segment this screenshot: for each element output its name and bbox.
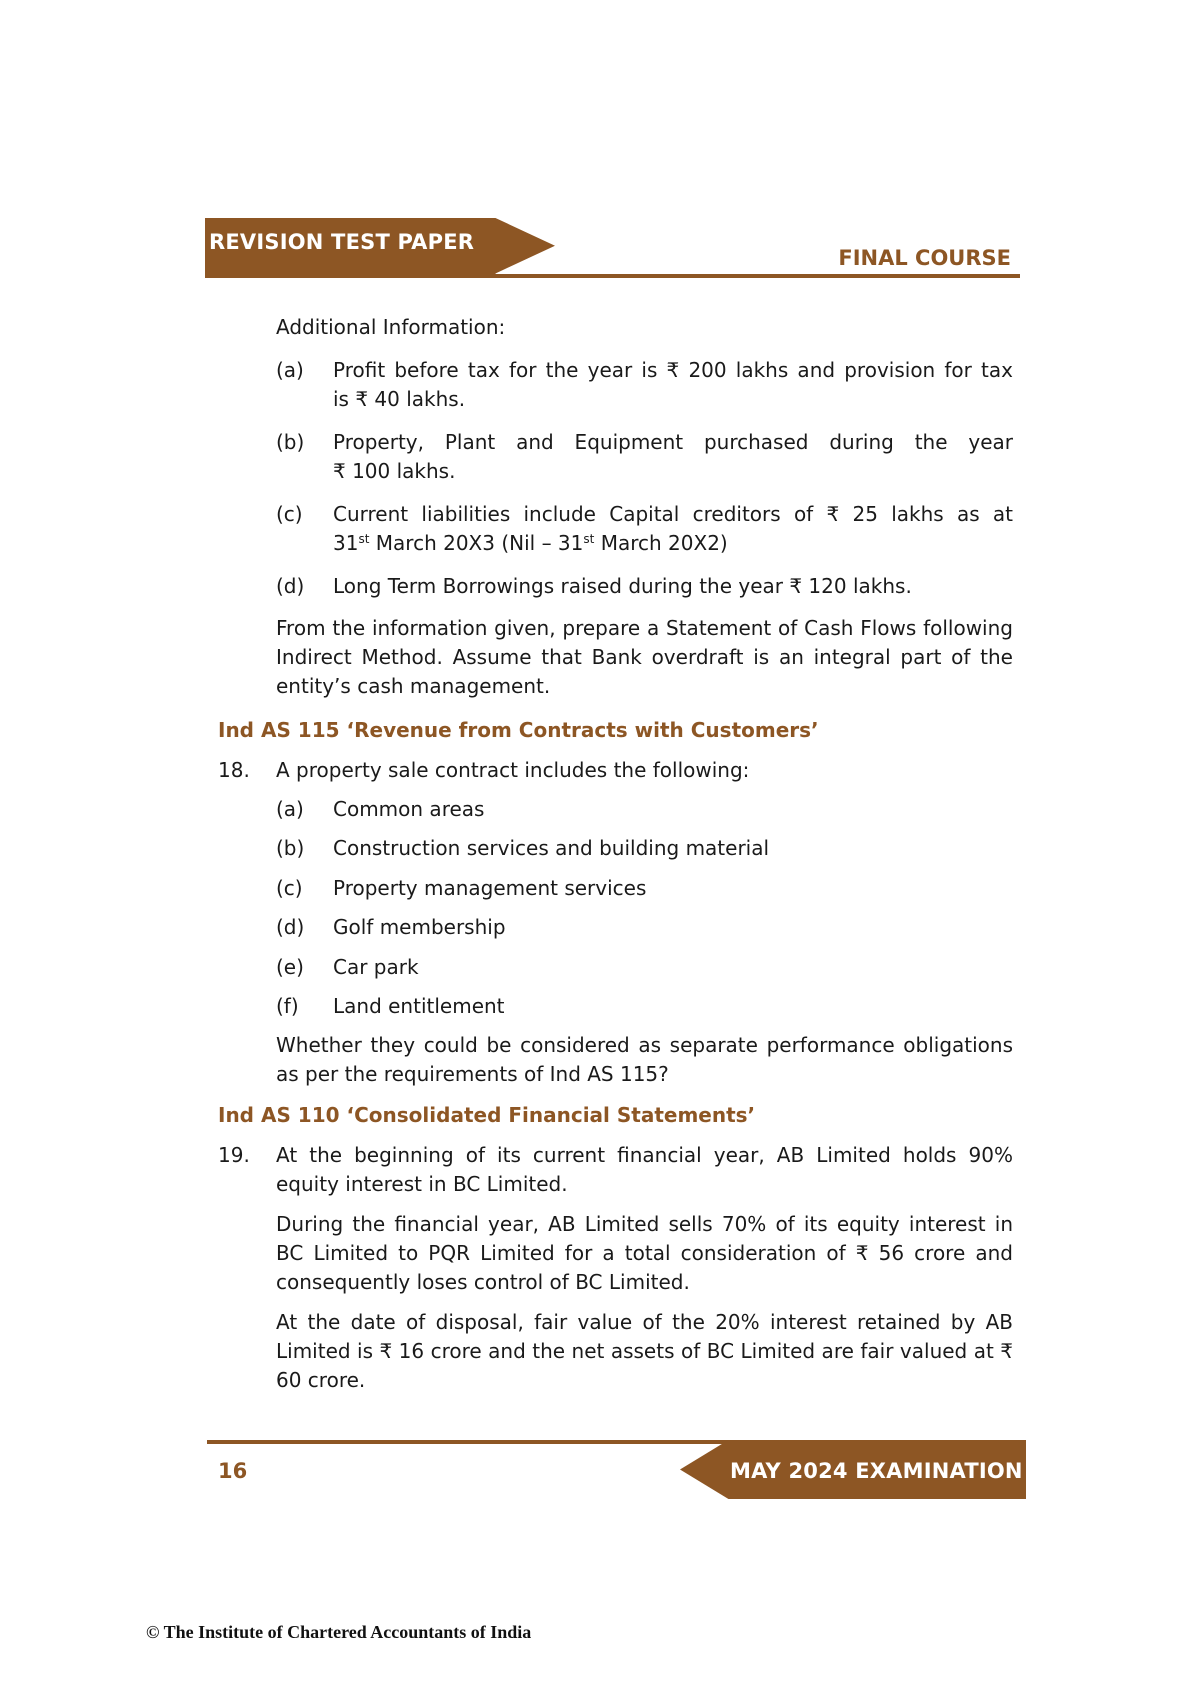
header-left-title: REVISION TEST PAPER xyxy=(209,230,475,254)
item-a-line1: Profit before tax for the year is ₹ 200 lakhs and provision for tax xyxy=(333,358,1013,382)
item-label: (b) xyxy=(276,430,305,454)
list-item-label: (a) xyxy=(276,797,304,821)
header-rule xyxy=(205,274,1020,278)
instruction-paragraph: From the information given, prepare a Statement of Cash Flows following Indirect Method. Assume that Bank overdraft is an integral part of the entity’s cash management. xyxy=(276,616,1013,698)
section-heading-ind-as-115: Ind AS 115 ‘Revenue from Contracts with Customers’ xyxy=(218,718,819,742)
question-text: A property sale contract includes the following: xyxy=(276,758,750,782)
item-c-line1: Current liabilities include Capital creditors of ₹ 25 lakhs as at xyxy=(333,502,1013,526)
question-number: 18. xyxy=(218,758,250,782)
list-item-label: (b) xyxy=(276,836,305,860)
list-item-label: (d) xyxy=(276,915,305,939)
list-item-label: (c) xyxy=(276,876,303,900)
copyright-notice: © The Institute of Chartered Accountants of India xyxy=(146,1622,532,1642)
list-item-label: (e) xyxy=(276,955,304,979)
item-label: (c) xyxy=(276,502,303,526)
list-item: Golf membership xyxy=(333,915,506,939)
list-item: Construction services and building material xyxy=(333,836,770,860)
item-b-line2: ₹ 100 lakhs. xyxy=(333,459,456,483)
question-paragraph-1: At the beginning of its current financial year, AB Limited holds 90% equity interest in BC Limited. xyxy=(276,1143,1013,1196)
question-paragraph-2: During the financial year, AB Limited sells 70% of its equity interest in BC Limited to PQR Limited for a total consideration of ₹ 56 crore and consequently loses control of BC Limited. xyxy=(276,1212,1013,1294)
item-b-line1: Property, Plant and Equipment purchased during the year xyxy=(333,430,1013,454)
question-number: 19. xyxy=(218,1143,250,1167)
item-label: (d) xyxy=(276,574,305,598)
section-heading-ind-as-110: Ind AS 110 ‘Consolidated Financial Statements’ xyxy=(218,1103,756,1127)
page-number: 16 xyxy=(218,1459,248,1483)
header-right-title: FINAL COURSE xyxy=(838,246,1011,270)
item-c-line2: 31st March 20X3 (Nil – 31st March 20X2) xyxy=(333,531,728,555)
list-item: Property management services xyxy=(333,876,647,900)
list-item-label: (f) xyxy=(276,994,299,1018)
list-item: Car park xyxy=(333,955,419,979)
question-paragraph-3: At the date of disposal, fair value of the 20% interest retained by AB Limited is ₹ 16 crore and the net assets of BC Limited are fair valued at ₹ 60 crore. xyxy=(276,1310,1013,1392)
additional-info-heading: Additional Information: xyxy=(276,315,506,339)
item-d-text: Long Term Borrowings raised during the year ₹ 120 lakhs. xyxy=(333,574,912,598)
list-item: Common areas xyxy=(333,797,485,821)
item-a-line2: is ₹ 40 lakhs. xyxy=(333,387,466,411)
item-label: (a) xyxy=(276,358,304,382)
footer-exam-title: MAY 2024 EXAMINATION xyxy=(730,1459,1023,1483)
closing-question: Whether they could be considered as separate performance obligations as per the requirements of Ind AS 115? xyxy=(276,1033,1013,1086)
list-item: Land entitlement xyxy=(333,994,505,1018)
